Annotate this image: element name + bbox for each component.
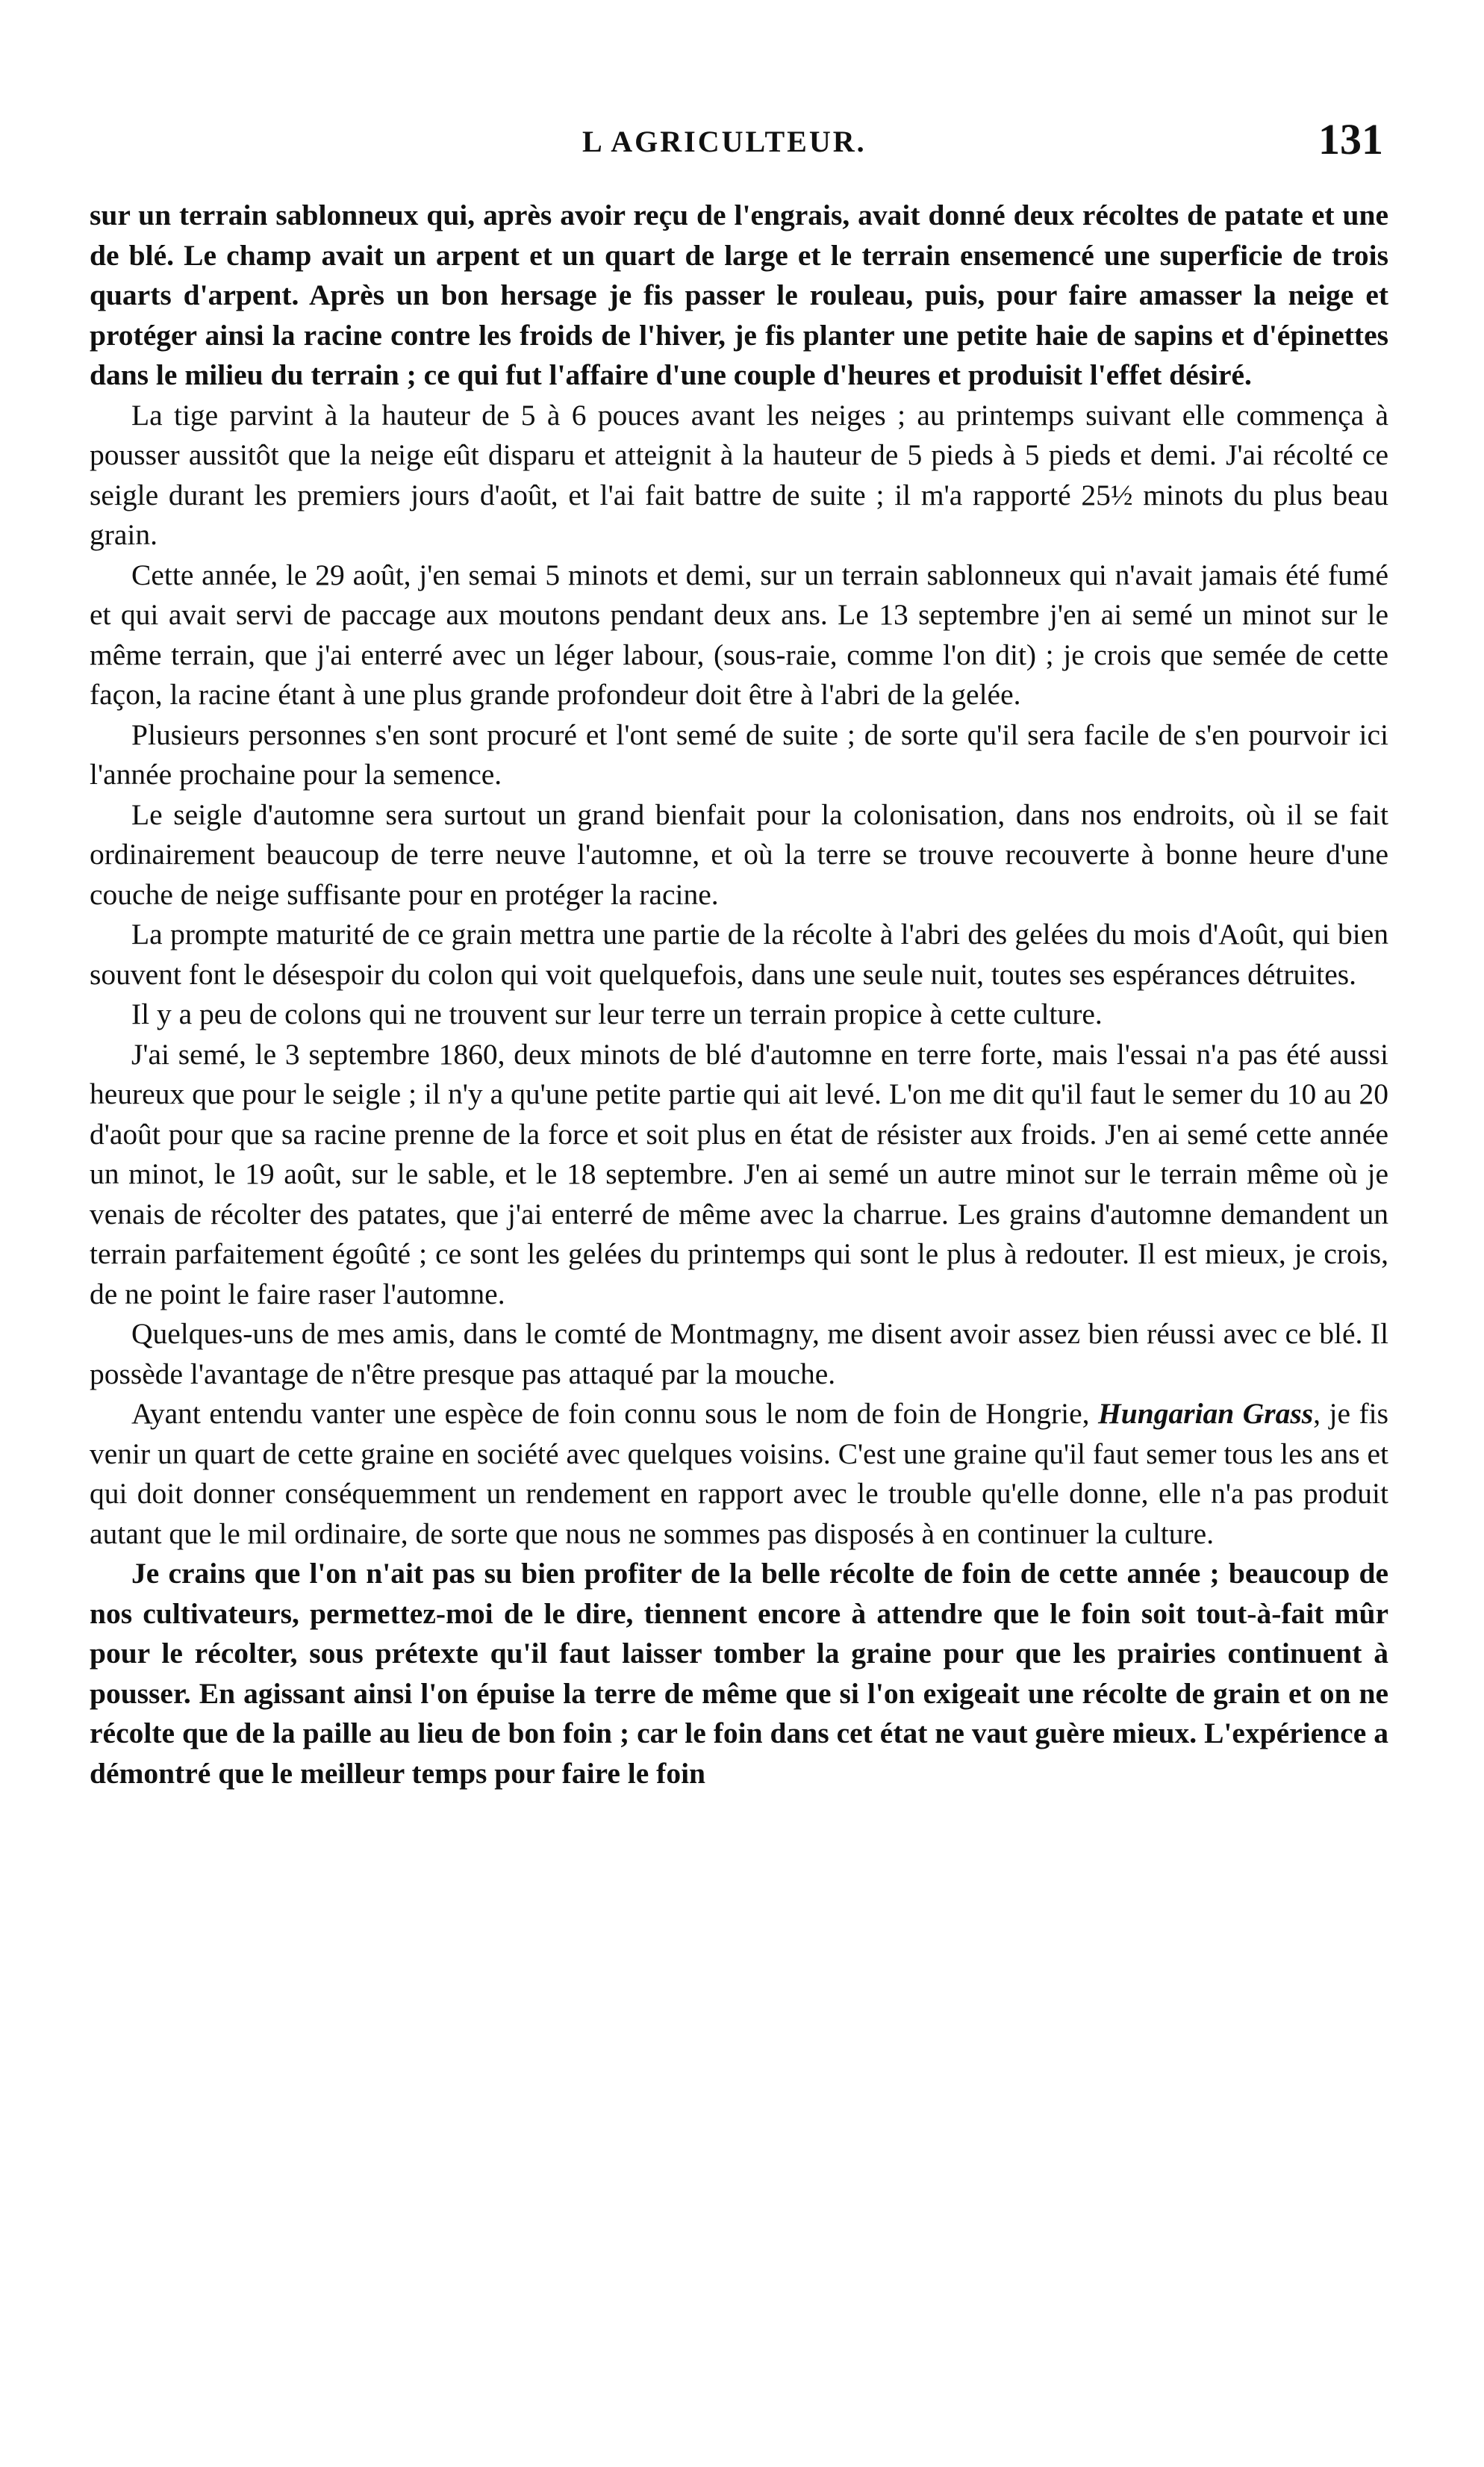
page-number: 131	[1318, 115, 1383, 164]
paragraph-7: Il y a peu de colons qui ne trouvent sur leur terre un terrain propice à cette culture.	[131, 998, 1103, 1030]
paragraph-3: Cette année, le 29 août, j'en semai 5 minots et demi, sur un terrain sablonneux qui n'avait jamais été fumé et qui avait servi de paccage aux moutons pendant deux ans. Le 13 septembre j'en ai semé un minot sur le même terrain, que j'ai enterré avec un léger labour, (sous-raie, comme l'on dit) ; je crois que semée de cette façon, la racine étant à une plus grande profondeur doit être à l'abri de la gelée.	[90, 558, 1388, 711]
body-text	[90, 196, 1388, 1794]
paragraph-10	[90, 1394, 1388, 1554]
paragraph-4: Plusieurs personnes s'en sont procuré et l'ont semé de suite ; de sorte qu'il sera facile de s'en pourvoir ici l'année prochaine pour la semence.	[90, 718, 1388, 791]
paragraph-1: sur un terrain sablonneux qui, après avoir reçu de l'engrais, avait donné deux récoltes de patate et une de blé. Le champ avait un arpent et un quart de large et le terrain ensemencé une superficie de trois quarts d'arpent. Après un bon hersage je fis passer le rouleau, puis, pour faire amasser la neige et protéger ainsi la racine contre les froids de l'hiver, je fis planter une petite haie de sapins et d'épinettes dans le milieu du terrain ; ce qui fut l'affaire d'une couple d'heures et produisit l'effet désiré.	[90, 199, 1388, 391]
paragraph-6: La prompte maturité de ce grain mettra une partie de la récolte à l'abri des gelées du mois d'Août, qui bien souvent font le désespoir du colon qui voit quelquefois, dans une seule nuit, toutes ses espérances détruites.	[90, 918, 1388, 991]
paragraph-11: Je crains que l'on n'ait pas su bien profiter de la belle récolte de foin de cette année ; beaucoup de nos cultivateurs, permettez-moi de le dire, tiennent encore à attendre que le foin soit tout-à-fait mûr pour le récolter, sous prétexte qu'il faut laisser tomber la graine pour que les prairies continuent à pousser. En agissant ainsi l'on épuise la terre de même que si l'on exigeait une récolte de grain et on ne récolte que de la paille au lieu de bon foin ; car le foin dans cet état ne vaut guère mieux. L'expérience a démontré que le meilleur temps pour faire le foin	[90, 1557, 1388, 1790]
paragraph-5: Le seigle d'automne sera surtout un grand bienfait pour la colonisation, dans nos endroits, où il se fait ordinairement beaucoup de terre neuve l'automne, et où la terre se trouve recouverte à bonne heure d'une couche de neige suffisante pour en protéger la racine.	[90, 797, 1388, 911]
paragraph-10-end: , je fis venir un quart de cette graine en société avec quelques voisins. C'est une graine qu'il faut semer tous les ans et qui doit donner conséquemment un rendement en rapport avec le trouble qu'elle donne, elle n'a pas produit autant que le mil ordinaire, de sorte que nous ne sommes pas disposés à en continuer la culture.	[90, 1397, 1388, 1550]
hungarian-grass-term: Hungarian Grass	[1098, 1397, 1314, 1430]
running-title: L AGRICULTEUR.	[582, 125, 867, 158]
paragraph-10-start: Ayant entendu vanter une espèce de foin connu sous le nom de foin de Hongrie,	[131, 1397, 1099, 1430]
paragraph-2: La tige parvint à la hauteur de 5 à 6 pouces avant les neiges ; au printemps suivant elle commença à pousser aussitôt que la neige eût disparu et atteignit à la hauteur de 5 pieds à 5 pieds et demi. J'ai récolté ce seigle durant les premiers jours d'août, et l'ai fait battre de suite ; il m'a rapporté 25½ minots du plus beau grain.	[90, 398, 1388, 551]
paragraph-9: Quelques-uns de mes amis, dans le comté de Montmagny, me disent avoir assez bien réussi avec ce blé. Il possède l'avantage de n'être presque pas attaqué par la mouche.	[90, 1317, 1388, 1390]
paragraph-8: J'ai semé, le 3 septembre 1860, deux minots de blé d'automne en terre forte, mais l'essai n'a pas été aussi heureux que pour le seigle ; il n'y a qu'une petite partie qui ait levé. L'on me dit qu'il faut le semer du 10 au 20 d'août pour que sa racine prenne de la force et soit plus en état de résister aux froids. J'en ai semé cette année un minot, le 19 août, sur le sable, et le 18 septembre. J'en ai semé un autre minot sur le terrain même où je venais de récolter des patates, que j'ai enterré de même avec la charrue. Les grains d'automne demandent un terrain parfaitement égoûté ; ce sont les gelées du printemps qui sont le plus à redouter. Il est mieux, je crois, de ne point le faire raser l'automne.	[90, 1037, 1388, 1310]
